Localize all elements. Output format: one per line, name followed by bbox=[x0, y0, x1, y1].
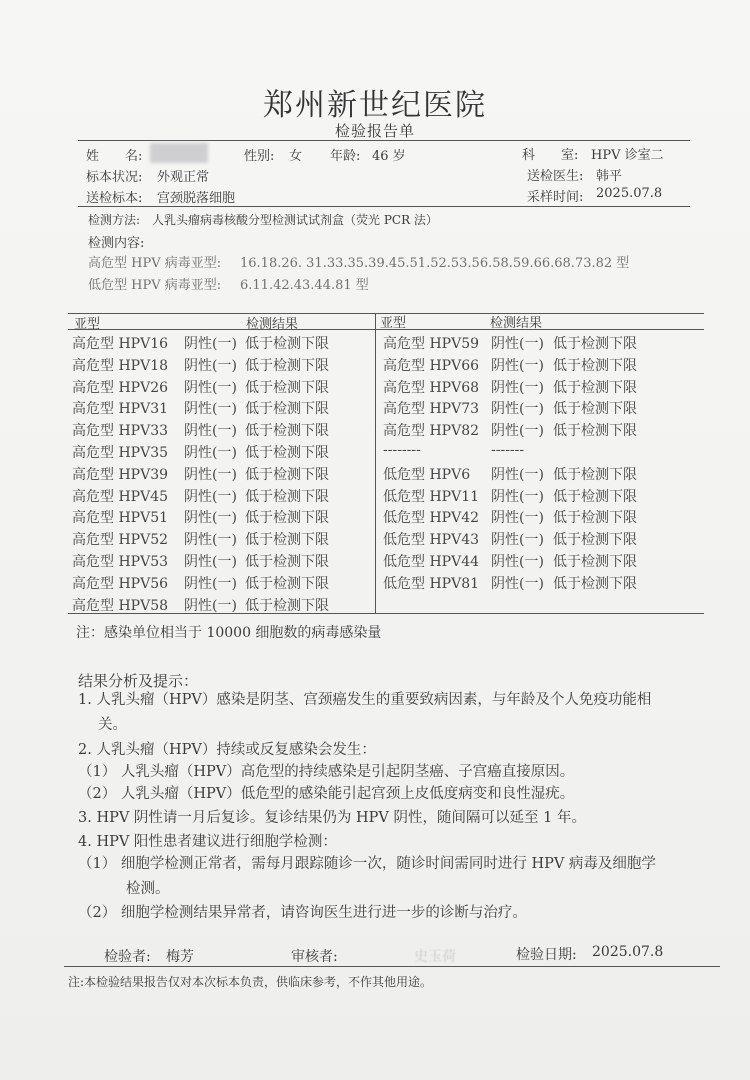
row-result: 阴性(一) bbox=[491, 423, 544, 440]
row-subtype: 高危型 HPV59 bbox=[383, 336, 480, 352]
row-result: 阴性(一) bbox=[184, 488, 237, 505]
row-subtype: 低危型 HPV6 bbox=[383, 466, 471, 483]
row-result: 阴性(一) bbox=[491, 336, 544, 352]
row-detection-note: 低于检测下限 bbox=[245, 575, 329, 592]
row-detection-note: 低于检测下限 bbox=[245, 423, 329, 440]
col-subtype-right: 亚型 bbox=[380, 316, 407, 331]
row-subtype: 高危型 HPV68 bbox=[383, 379, 480, 396]
row-subtype: 高危型 HPV16 bbox=[72, 336, 169, 352]
row-result: 阴性(一) bbox=[184, 379, 237, 396]
analysis-heading: 结果分析及提示： bbox=[78, 672, 199, 690]
row-subtype: 高危型 HPV82 bbox=[383, 423, 480, 440]
row-detection-note: 低于检测下限 bbox=[245, 336, 329, 352]
row-detection-note: 低于检测下限 bbox=[245, 357, 329, 374]
row-subtype: 高危型 HPV53 bbox=[72, 554, 169, 570]
col-subtype-left: 亚型 bbox=[74, 317, 101, 332]
age-value: 46 岁 bbox=[372, 149, 406, 164]
gender-label: 性别: bbox=[244, 149, 275, 164]
row-subtype: 高危型 HPV58 bbox=[72, 597, 169, 614]
low-risk-value: 6.11.42.43.44.81 型 bbox=[240, 278, 369, 293]
row-detection-note: 低于检测下限 bbox=[245, 554, 329, 570]
row-subtype: 高危型 HPV35 bbox=[72, 445, 169, 461]
row-detection-note: 低于检测下限 bbox=[553, 575, 637, 592]
row-subtype: 高危型 HPV51 bbox=[72, 510, 169, 527]
row-result: ------- bbox=[491, 442, 525, 458]
analysis-line: 1. 人乳头瘤（HPV）感染是阴茎、宫颈癌发生的重要致病因素，与年龄及个人免疫功能相 bbox=[78, 692, 652, 708]
analysis-line: 2. 人乳头瘤（HPV）持续或反复感染会发生： bbox=[78, 742, 376, 758]
row-result: 阴性(一) bbox=[184, 445, 237, 461]
hospital-name: 郑州新世纪医院 bbox=[263, 88, 487, 123]
row-result: 阴性(一) bbox=[491, 379, 544, 396]
footer-divider bbox=[64, 966, 720, 967]
row-result: 阴性(一) bbox=[184, 510, 237, 527]
analysis-line: 检测。 bbox=[126, 881, 170, 897]
disclaimer: 注:本检验结果报告仅对本次标本负责，供临床参考，不作其他用途。 bbox=[68, 975, 433, 989]
row-subtype: 高危型 HPV45 bbox=[72, 488, 169, 505]
specimen-label: 送检标本: bbox=[86, 191, 143, 206]
report-title: 检验报告单 bbox=[334, 122, 415, 140]
row-result: 阴性(一) bbox=[184, 401, 237, 418]
row-subtype: -------- bbox=[383, 442, 421, 458]
title-divider bbox=[78, 140, 690, 141]
analysis-line: 关。 bbox=[98, 717, 127, 733]
gender-value: 女 bbox=[289, 149, 303, 164]
method-value: 人乳头瘤病毒核酸分型检测试试剂盒（荧光 PCR 法） bbox=[152, 213, 438, 227]
reviewer-stamp: 史玉荷 bbox=[414, 949, 456, 965]
row-result: 阴性(一) bbox=[491, 532, 544, 549]
row-subtype: 高危型 HPV52 bbox=[72, 532, 169, 549]
analysis-line: （2） 人乳头瘤（HPV）低危型的感染能引起宫颈上皮低度病变和良性湿疣。 bbox=[78, 786, 575, 802]
row-detection-note: 低于检测下限 bbox=[553, 379, 637, 396]
row-detection-note: 低于检测下限 bbox=[553, 488, 637, 505]
high-risk-value: 16.18.26. 31.33.35.39.45.51.52.53.56.58.59.66.68.73.82 型 bbox=[240, 256, 630, 271]
table-footnote: 注：感染单位相当于 10000 细胞数的病毒感染量 bbox=[76, 625, 382, 641]
specimen-status-label: 标本状况: bbox=[86, 170, 143, 185]
row-detection-note: 低于检测下限 bbox=[245, 379, 329, 396]
sample-time-value: 2025.07.8 bbox=[596, 186, 663, 201]
content-label: 检测内容: bbox=[88, 236, 145, 251]
row-detection-note: 低于检测下限 bbox=[553, 336, 637, 352]
age-label: 年龄: bbox=[330, 149, 361, 164]
sample-time-label: 采样时间: bbox=[527, 190, 584, 205]
analysis-line: （2） 细胞学检测结果异常者，请咨询医生进行进一步的诊断与治疗。 bbox=[78, 905, 527, 921]
row-detection-note: 低于检测下限 bbox=[245, 445, 329, 461]
row-subtype: 低危型 HPV43 bbox=[383, 532, 480, 549]
row-result: 阴性(一) bbox=[184, 532, 237, 549]
row-subtype: 高危型 HPV73 bbox=[383, 401, 480, 418]
row-result: 阴性(一) bbox=[184, 466, 237, 483]
row-result: 阴性(一) bbox=[491, 554, 544, 570]
row-subtype: 高危型 HPV66 bbox=[383, 357, 480, 374]
header-divider bbox=[78, 206, 690, 207]
specimen-status-value: 外观正常 bbox=[157, 170, 210, 185]
row-subtype: 高危型 HPV33 bbox=[72, 423, 169, 440]
row-detection-note: 低于检测下限 bbox=[245, 532, 329, 549]
row-detection-note: 低于检测下限 bbox=[245, 510, 329, 527]
row-subtype: 低危型 HPV11 bbox=[383, 488, 480, 505]
analysis-line: 4. HPV 阳性患者建议进行细胞学检测： bbox=[78, 834, 337, 850]
row-subtype: 低危型 HPV44 bbox=[383, 554, 480, 570]
row-subtype: 高危型 HPV56 bbox=[72, 575, 169, 592]
reviewer-label: 审核者: bbox=[291, 949, 338, 965]
row-detection-note: 低于检测下限 bbox=[245, 597, 329, 614]
method-label: 检测方法: bbox=[88, 213, 141, 227]
date-value: 2025.07.8 bbox=[592, 944, 664, 960]
row-subtype: 高危型 HPV39 bbox=[72, 466, 169, 483]
doctor-label: 送检医生: bbox=[527, 169, 584, 184]
row-result: 阴性(一) bbox=[184, 554, 237, 570]
row-result: 阴性(一) bbox=[491, 357, 544, 374]
analysis-line: 3. HPV 阴性请一月后复诊。复诊结果仍为 HPV 阴性，随间隔可以延至 1 年。 bbox=[78, 810, 586, 826]
row-detection-note: 低于检测下限 bbox=[553, 466, 637, 483]
row-subtype: 高危型 HPV26 bbox=[72, 379, 169, 396]
col-result-right: 检测结果 bbox=[490, 316, 543, 331]
row-detection-note: 低于检测下限 bbox=[553, 532, 637, 549]
name-label: 姓 名: bbox=[86, 149, 143, 164]
row-detection-note: 低于检测下限 bbox=[245, 466, 329, 483]
specimen-value: 宫颈脱落细胞 bbox=[157, 191, 236, 206]
high-risk-label: 高危型 HPV 病毒亚型: bbox=[88, 256, 222, 271]
row-subtype: 低危型 HPV42 bbox=[383, 510, 480, 527]
row-result: 阴性(一) bbox=[184, 597, 237, 614]
row-result: 阴性(一) bbox=[491, 488, 544, 505]
row-detection-note: 低于检测下限 bbox=[245, 488, 329, 505]
dept-value: HPV 诊室二 bbox=[591, 148, 664, 163]
row-detection-note: 低于检测下限 bbox=[553, 423, 637, 440]
col-result-left: 检测结果 bbox=[246, 317, 299, 332]
row-subtype: 高危型 HPV18 bbox=[72, 357, 169, 374]
row-subtype: 低危型 HPV81 bbox=[383, 575, 480, 592]
analysis-line: （1） 人乳头瘤（HPV）高危型的持续感染是引起阴茎癌、子宫癌直接原因。 bbox=[78, 764, 575, 780]
row-detection-note: 低于检测下限 bbox=[553, 554, 637, 570]
inspector-label: 检验者: bbox=[104, 949, 151, 965]
dept-label: 科 室: bbox=[522, 148, 579, 163]
low-risk-label: 低危型 HPV 病毒亚型: bbox=[88, 278, 222, 293]
inspector-value: 梅芳 bbox=[166, 949, 194, 965]
table-center-line bbox=[375, 313, 376, 613]
row-result: 阴性(一) bbox=[491, 510, 544, 527]
row-result: 阴性(一) bbox=[184, 423, 237, 440]
analysis-line: （1） 细胞学检测正常者，需每月跟踪随诊一次，随诊时间需同时进行 HPV 病毒及细胞学 bbox=[78, 856, 656, 872]
row-result: 阴性(一) bbox=[491, 575, 544, 592]
row-detection-note: 低于检测下限 bbox=[553, 510, 637, 527]
row-detection-note: 低于检测下限 bbox=[245, 401, 329, 418]
date-label: 检验日期: bbox=[516, 947, 577, 963]
row-result: 阴性(一) bbox=[184, 336, 237, 352]
redacted-name bbox=[150, 143, 208, 163]
doctor-value: 韩平 bbox=[596, 169, 623, 184]
row-result: 阴性(一) bbox=[184, 357, 237, 374]
row-result: 阴性(一) bbox=[491, 401, 544, 418]
row-result: 阴性(一) bbox=[184, 575, 237, 592]
row-result: 阴性(一) bbox=[491, 466, 544, 483]
row-detection-note: 低于检测下限 bbox=[553, 401, 637, 418]
row-detection-note: 低于检测下限 bbox=[553, 357, 637, 374]
row-subtype: 高危型 HPV31 bbox=[72, 401, 169, 418]
